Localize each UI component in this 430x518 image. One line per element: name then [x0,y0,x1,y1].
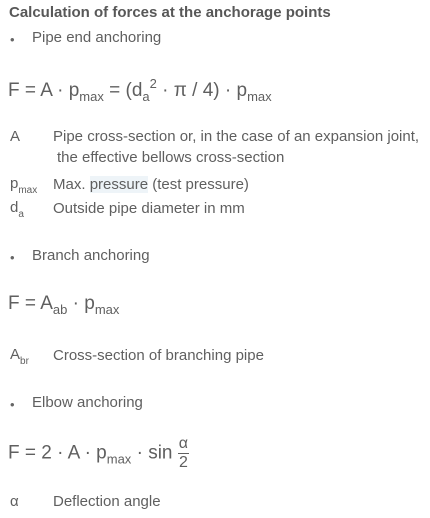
symbol-da: $d_a$ [10,199,24,220]
bullet-branch: • [10,250,15,265]
formula-branch: $F = A_{ab} \cdot p_{max}$ [8,293,120,317]
symbol-A: A [10,128,21,145]
symbol-pmax: $p_{max}$ [10,175,38,196]
desc-A-line2: the effective bellows cross-section [57,149,285,166]
heading-elbow: Elbow anchoring [32,394,143,411]
desc-A-line1: Pipe cross-section or, in the case of an expansion joint, [53,128,420,145]
bullet-pipe-end: • [10,32,15,47]
symbol-alpha: α [10,493,19,510]
page-title: Calculation of forces at the anchorage points [9,4,331,21]
symbol-Abr: $A_{br}$ [10,346,29,367]
desc-da: Outside pipe diameter in mm [53,200,245,217]
desc-alpha: Deflection angle [53,493,161,510]
formula-elbow: $F = 2 \cdot A \cdot p_{max} \cdot \sin$ $\frac{\alpha}{2}$ [8,435,189,471]
formula-pipe-end: $F = A \cdot p_{max} = (d_a^2 \cdot \pi / 4) \cdot p_{max}$ [8,76,272,104]
desc-Abr: Cross-section of branching pipe [53,347,264,364]
desc-pmax: Max. pressure (test pressure) [53,176,249,193]
heading-branch: Branch anchoring [32,247,150,264]
fraction-alpha-over-2: $\frac{\alpha}{2}$ [178,435,189,471]
bullet-elbow: • [10,397,15,412]
heading-pipe-end: Pipe end anchoring [32,29,162,46]
